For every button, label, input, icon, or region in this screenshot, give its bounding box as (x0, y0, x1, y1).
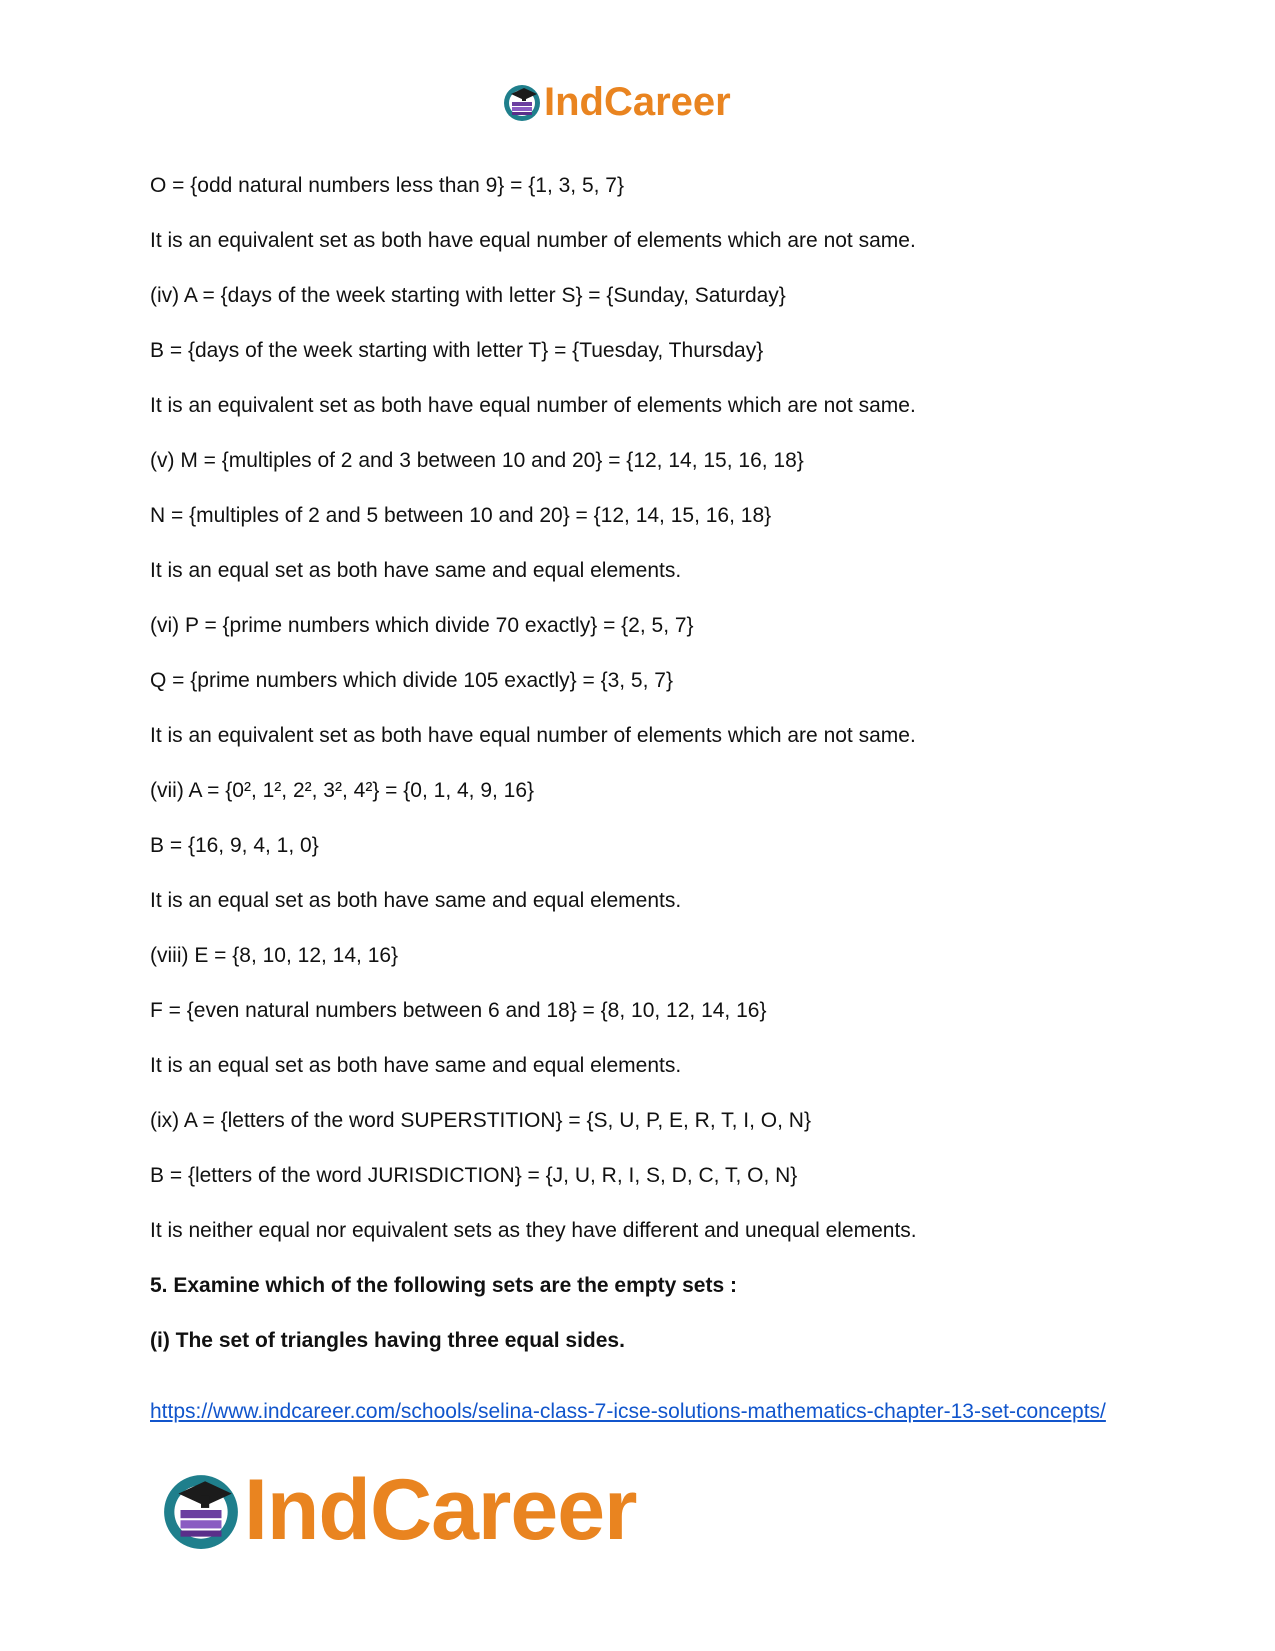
question-text: 5. Examine which of the following sets are the empty sets : (150, 1274, 737, 1297)
solution-line: It is neither equal nor equivalent sets as they have different and unequal elements. (150, 1219, 917, 1242)
solution-line: (vi) P = {prime numbers which divide 70 exactly} = {2, 5, 7} (150, 614, 694, 637)
question-text: (i) The set of triangles having three equal sides. (150, 1329, 625, 1352)
solution-line: (ix) A = {letters of the word SUPERSTITION} = {S, U, P, E, R, T, I, O, N} (150, 1109, 811, 1132)
solution-line: (v) M = {multiples of 2 and 3 between 10 and 20} = {12, 14, 15, 16, 18} (150, 449, 804, 472)
solution-line: Q = {prime numbers which divide 105 exactly} = {3, 5, 7} (150, 669, 673, 692)
solution-line: It is an equivalent set as both have equal number of elements which are not same. (150, 724, 916, 747)
solution-line: B = {16, 9, 4, 1, 0} (150, 834, 319, 857)
source-link[interactable]: https://www.indcareer.com/schools/selina-class-7-icse-solutions-mathematics-chapter-13-set-concepts/ (150, 1400, 1106, 1423)
graduation-book-icon (160, 1469, 242, 1551)
solution-line: It is an equivalent set as both have equal number of elements which are not same. (150, 229, 916, 252)
brand-wordmark-large: IndCareer (244, 1462, 637, 1558)
solution-line: N = {multiples of 2 and 5 between 10 and 20} = {12, 14, 15, 16, 18} (150, 504, 772, 527)
brand-wordmark: IndCareer (544, 80, 731, 124)
solution-line: O = {odd natural numbers less than 9} = {1, 3, 5, 7} (150, 174, 624, 197)
solution-line: F = {even natural numbers between 6 and 18} = {8, 10, 12, 14, 16} (150, 999, 767, 1022)
document-body (150, 174, 1140, 1384)
solution-line: It is an equal set as both have same and equal elements. (150, 559, 682, 582)
solution-line: (viii) E = {8, 10, 12, 14, 16} (150, 944, 399, 967)
header-logo (502, 78, 731, 126)
solution-line: (iv) A = {days of the week starting with letter S} = {Sunday, Saturday} (150, 284, 786, 307)
solution-line: B = {letters of the word JURISDICTION} = {J, U, R, I, S, D, C, T, O, N} (150, 1164, 798, 1187)
solution-line: B = {days of the week starting with letter T} = {Tuesday, Thursday} (150, 339, 764, 362)
solution-line: (vii) A = {0², 1², 2², 3², 4²} = {0, 1, 4, 9, 16} (150, 779, 535, 802)
solution-line: It is an equal set as both have same and equal elements. (150, 889, 682, 912)
footer-logo (160, 1462, 637, 1558)
solution-line: It is an equivalent set as both have equal number of elements which are not same. (150, 394, 916, 417)
solution-line: It is an equal set as both have same and equal elements. (150, 1054, 682, 1077)
graduation-book-icon (502, 82, 542, 122)
